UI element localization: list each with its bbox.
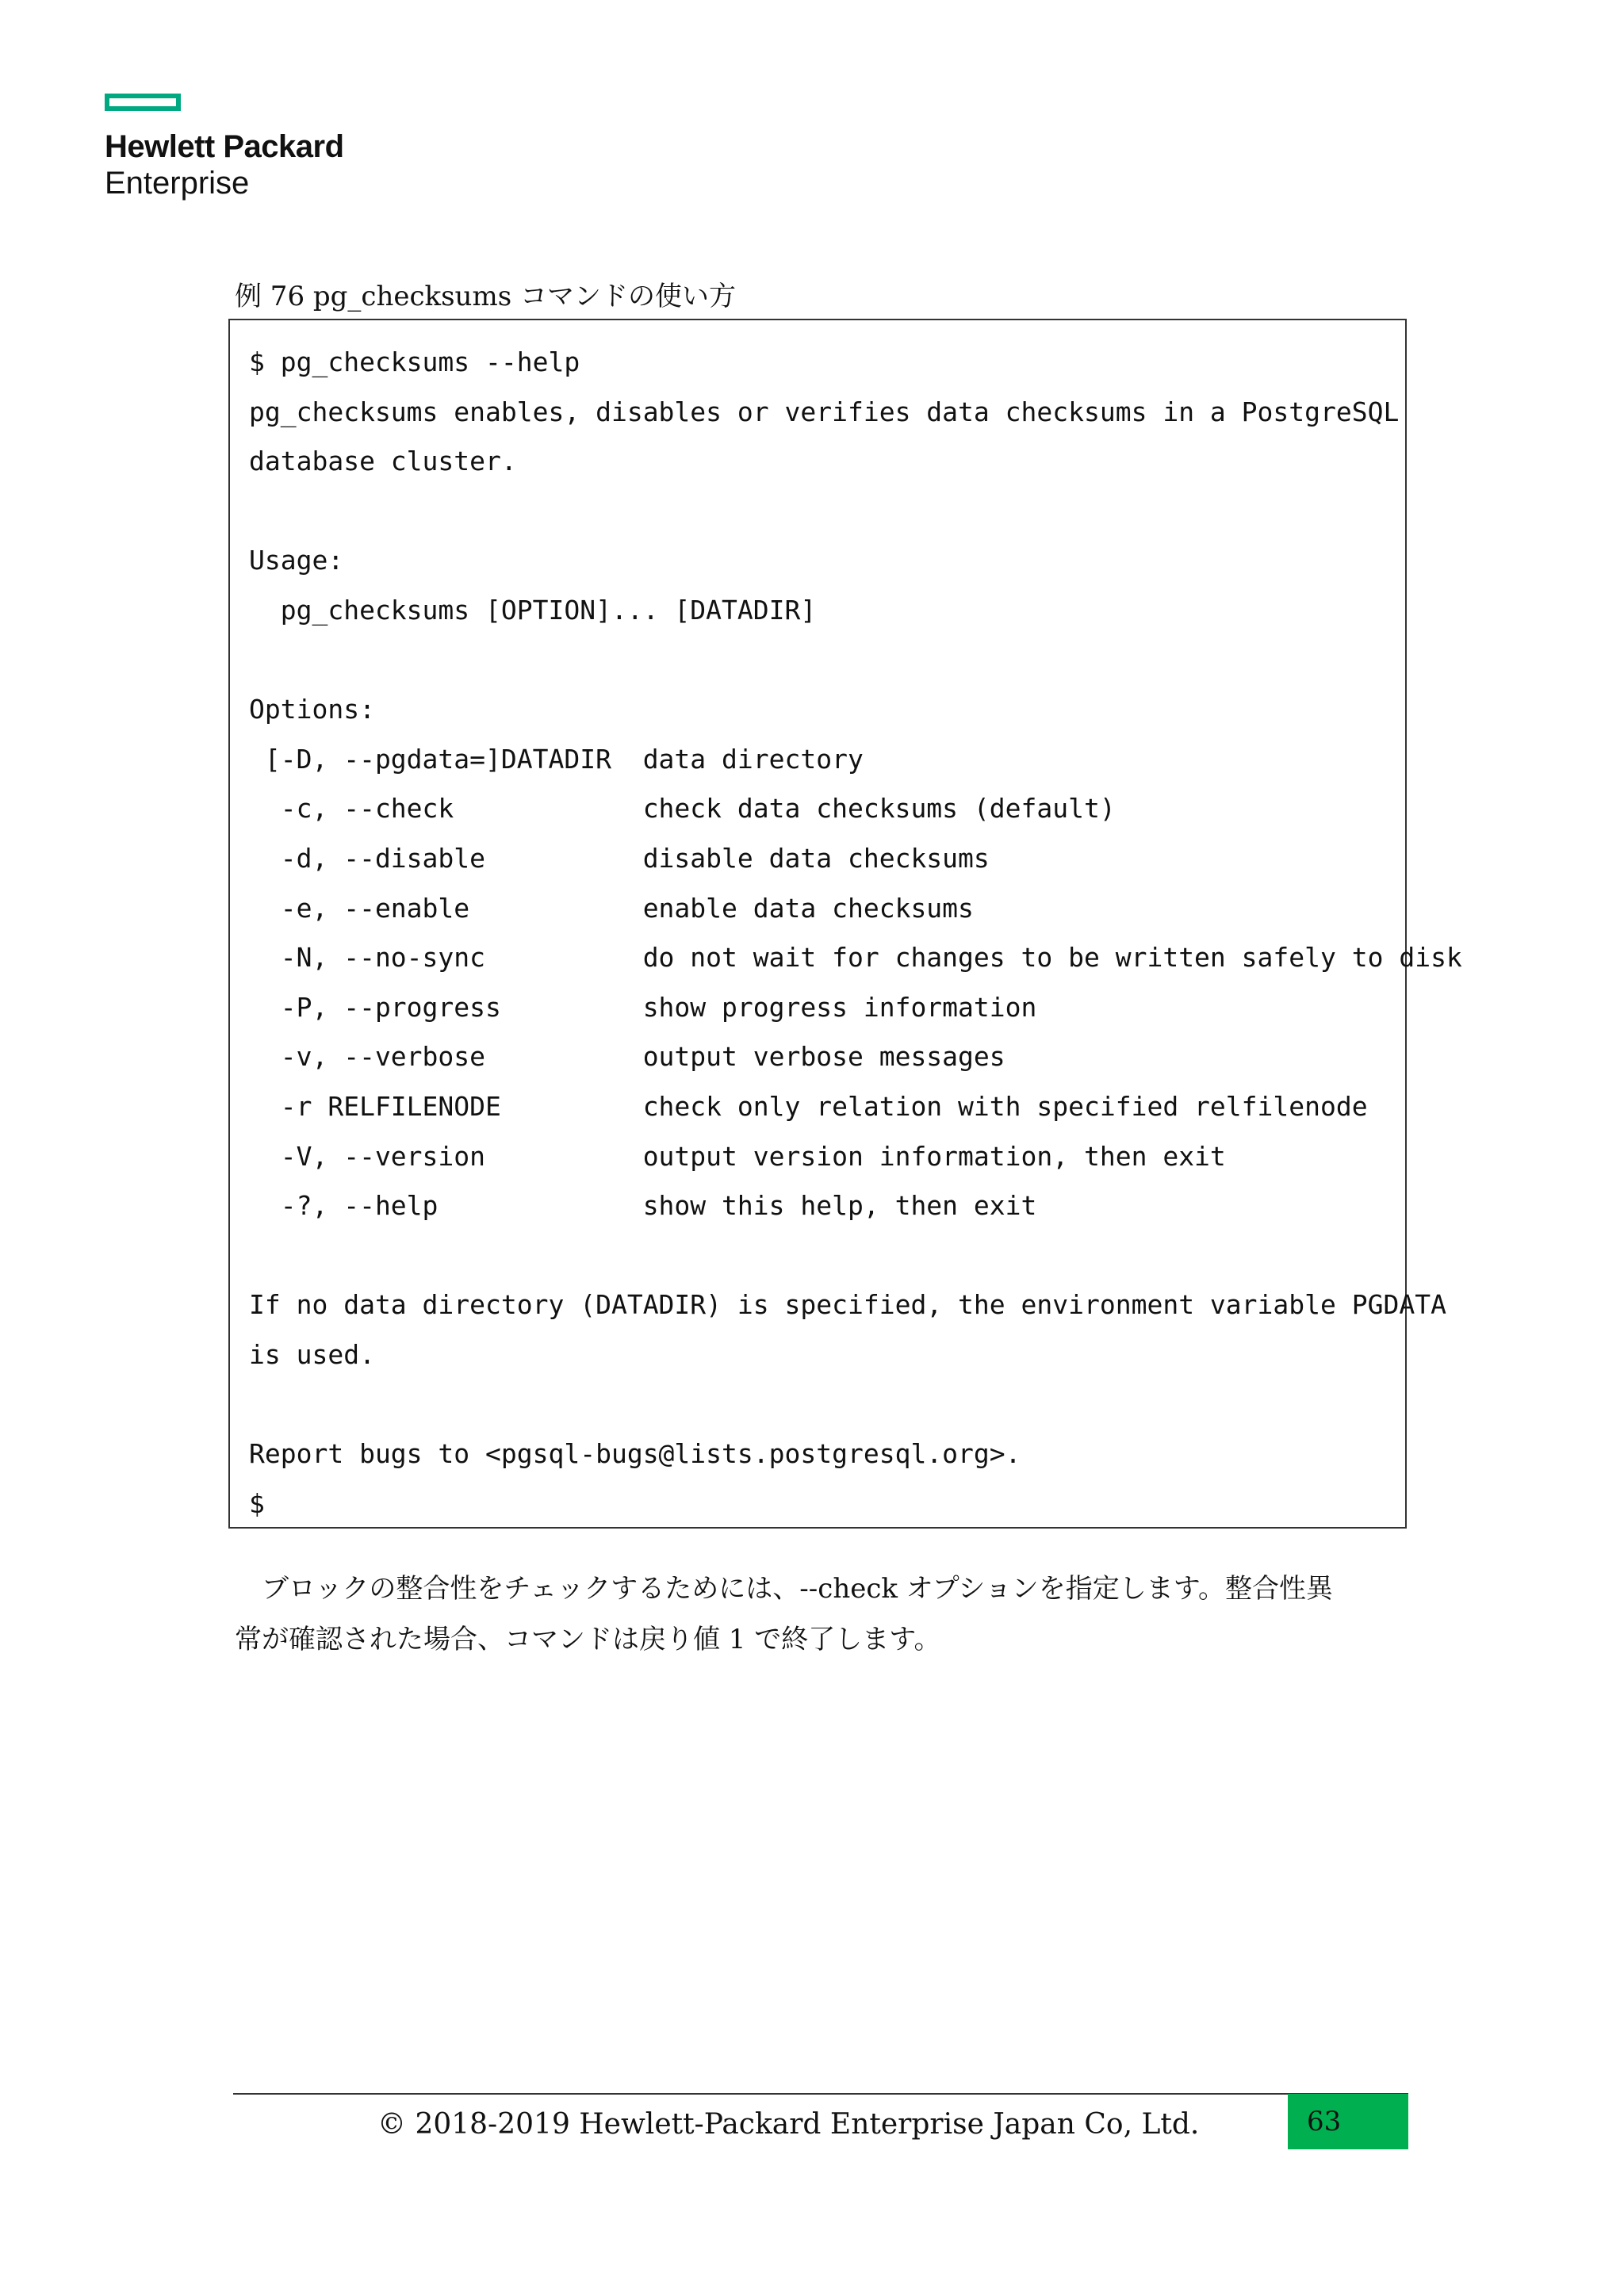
footer-copyright: © 2018-2019 Hewlett-Packard Enterprise Japan Co, Ltd. bbox=[377, 2108, 1200, 2141]
code-line: If no data directory (DATADIR) is specified, the environment variable PGDATA bbox=[249, 1289, 1446, 1321]
code-line: [-D, --pgdata=]DATADIR data directory bbox=[249, 743, 864, 775]
code-line: -P, --progress show progress information bbox=[249, 991, 1037, 1023]
code-line: $ bbox=[249, 1487, 265, 1519]
code-line: $ pg_checksums --help bbox=[249, 346, 580, 377]
code-line: pg_checksums enables, disables or verifies data checksums in a PostgreSQL bbox=[249, 396, 1400, 427]
code-line: -r RELFILENODE check only relation with specified relfilenode bbox=[249, 1090, 1368, 1122]
code-line bbox=[249, 636, 1405, 686]
code-line: -?, --help show this help, then exit bbox=[249, 1190, 1037, 1222]
paragraph-line: 常が確認された場合、コマンドは戻り値 1 で終了します。 bbox=[235, 1624, 941, 1655]
logo-text-line2: Enterprise bbox=[105, 166, 250, 201]
code-line: -V, --version output version information, then exit bbox=[249, 1140, 1226, 1172]
code-line: pg_checksums [OPTION]... [DATADIR] bbox=[249, 594, 817, 626]
code-line: Options: bbox=[249, 694, 375, 725]
code-line: -e, --enable enable data checksums bbox=[249, 892, 974, 924]
code-line bbox=[249, 1380, 1405, 1429]
code-line: -N, --no-sync do not wait for changes to be written safely to disk bbox=[249, 942, 1462, 974]
code-line: Report bugs to <pgsql-bugs@lists.postgresql.org>. bbox=[249, 1438, 1021, 1470]
code-line: -c, --check check data checksums (default) bbox=[249, 793, 1116, 825]
code-line: Usage: bbox=[249, 545, 344, 576]
footer-divider bbox=[233, 2093, 1408, 2095]
page-number: 63 bbox=[1307, 2106, 1342, 2137]
code-block bbox=[228, 319, 1462, 1529]
code-line: -v, --verbose output verbose messages bbox=[249, 1041, 1005, 1073]
code-line: is used. bbox=[249, 1338, 375, 1370]
code-line: -d, --disable disable data checksums bbox=[249, 842, 990, 874]
page-number-badge bbox=[1288, 2094, 1408, 2149]
hpe-logo-bar-icon bbox=[105, 94, 181, 111]
example-caption: 例 76 pg_checksums コマンドの使い方 bbox=[235, 281, 736, 312]
hpe-logo bbox=[105, 94, 344, 201]
logo-text-line1: Hewlett Packard bbox=[105, 129, 344, 164]
code-line: database cluster. bbox=[249, 446, 517, 477]
paragraph-line: ブロックの整合性をチェックするためには、--check オプションを指定します。整合性異 bbox=[235, 1573, 1334, 1605]
code-line bbox=[249, 487, 1405, 537]
body-paragraph bbox=[235, 1563, 1408, 1665]
code-line bbox=[249, 1231, 1405, 1281]
